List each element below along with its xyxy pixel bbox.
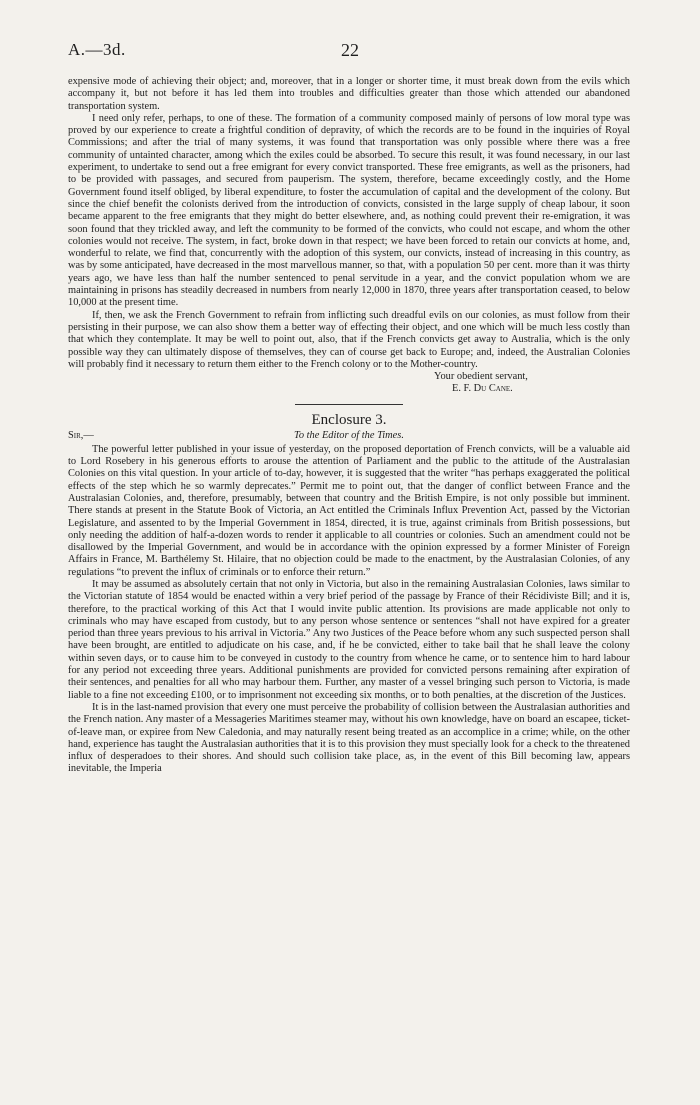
paragraph: If, then, we ask the French Government to refrain from inflicting such dreadful evils on our colonies, as must follow from their persisting in their purpose, we can also show them a better way of effecting their object, and one which will be much less costly than that which they contemplate. It may be well to point out, also, that if the French convicts get away to Australia, which is the only possible way they can ultimately dispose of themselves, they can of course get back to Europe; and, indeed, the Australian Colonies will probably find it necessary to return them either to the French colony or to the Mother-country. xyxy=(68,309,630,370)
page-header xyxy=(68,40,632,62)
page-number: 22 xyxy=(341,40,359,60)
paragraph: It is in the last-named provision that every one must perceive the probability of collision between the Australasian authorities and the French nation. Any master of a Messageries Maritimes steamer may, without his own knowledge, have on board an escapee, ticket-of-leave man, or expiree from New Caledonia, and may naturally resent being treated as an accomplice in a crime; while, on the other hand, experience has taught the Australasian authorities that it is to this provision they must specially look for a check to the threatened influx of desperadoes to their shores. And should such collision take place, as, in the event of this Bill becoming law, appears inevitable, the Imperia xyxy=(68,701,630,775)
addressee: To the Editor of the Times. xyxy=(294,429,404,441)
letter-continuation xyxy=(68,76,630,776)
signoff: Your obedient servant, xyxy=(434,371,528,383)
section-divider xyxy=(295,404,403,405)
paragraph: expensive mode of achieving their object; and, moreover, that in a longer or shorter time, it must break down from the evils which accompany it, but not before it has led them into troubles and difficulties greater than those which attended our abandoned transportation system. xyxy=(68,76,630,112)
signature: E. F. Du Cane. xyxy=(452,383,513,395)
enclosure-title: Enclosure 3. xyxy=(311,411,387,428)
salutation: Sir,— xyxy=(68,429,94,441)
paragraph: I need only refer, perhaps, to one of these. The formation of a community composed mainly of persons of low moral type was proved by our experience to create a frightful condition of depravity, of which the records are to be found in the inquiries of Royal Commissions; and after the trial of many systems, it was found that transportation was only possible where there was a free community of untainted character, among which the exiles could be absorbed. To secure this result, it was found necessary, in our last experiment, to undertake to send out a free emigrant for every convict transported. These free emigrants, as well as the prisoners, had to be provided with passages, and secured from pauperism. The system, therefore, became exceedingly costly, and the Home Government found itself obliged, by liberal expenditure, to foster the accumulation of capital and the development of the colony. But since the chief benefit the colonists derived from the introduction of convicts, consisted in the large supply of cheap labour, it soon became apparent to the free emigrants that they might do better elsewhere, and, as nothing could prevent their re-emigration, it was soon found that they trickled away, and left the community to be formed of the convicts, who could not escape, and whom the other colonies would not receive. The system, in fact, broke down in that respect; we have been forced to retain our convicts at home, and, wonderful to relate, we find that, concurrently with the adoption of this system, our convicts, instead of increasing in this country, as was by some anticipated, have decreased in the most marvellous manner, so that, with a population 50 per cent. more than it was thirty years ago, we have less than half the number sentenced to penal servitude in a year, and the convict population whom we are maintaining in prisons has steadily decreased in numbers from nearly 12,000 in 1870, three years after transportation ceased, to below 10,000 at the present time. xyxy=(68,112,630,309)
paragraph: It may be assumed as absolutely certain that not only in Victoria, but also in the remaining Australasian Colonies, laws similar to the Victorian statute of 1854 would be enacted within a very brief period of the passage by France of their Récidiviste Bill; and it is, therefore, to the practical working of this Act that I would invite public attention. Its provisions are made applicable not only to criminals who may have escaped from custody, but to any person whose sentence or sentences “shall not have expired for a greater period than three years previous to his arrival in Victoria.” Any two Justices of the Peace before whom any such suspected person shall have been brought, are entitled to adjudicate on his case, and, if he be convicted, either to take bail that he shall leave the colony within seven days, or to cause him to be conveyed in custody to the country from whence he came, or to sentence him to hard labour for any period not exceeding three years. Additional punishments are provided for convicted persons remaining after expiration of their sentences, and penalties for all who may harbour them. Further, any master of a vessel bringing such person to Victoria, is made liable to a fine not exceeding £100, or to imprisonment not exceeding six months, or to both penalties, at the discretion of the Justices. xyxy=(68,578,630,701)
document-reference: A.—3d. xyxy=(68,40,126,59)
paragraph: The powerful letter published in your issue of yesterday, on the proposed deportation of French convicts, will be a valuable aid to Lord Rosebery in his generous efforts to arouse the attention of Parliament and the public to the attitude of the Australasian Colonies on this vital question. In your article of to-day, however, it is suggested that the writer “has perhaps exaggerated the political effects of the step which he so warmly deprecates.” Permit me to point out, that the danger of conflict between France and the Australasian Colonies, and, therefore, presumably, between that country and the British Empire, is not only possible but imminent. There stands at present in the Statute Book of Victoria, an Act entitled the Criminals Influx Prevention Act, passed by the Victorian Legislature, and assented to by the Imperial Government in 1854, directed, it is true, against criminals from British possessions, but only needing the addition of half-a-dozen words to render it applicable to all countries or colonies. Such an amendment could not be disallowed by the Imperial Government, and would be in accordance with the opinion expressed by a former Minister of Foreign Affairs in France, M. Barthélemy St. Hilaire, that no objection could be made to the enactment, by the Australasian Colonies, of any regulations “to prevent the influx of criminals or to enforce their return.” xyxy=(68,443,630,578)
salutation-row xyxy=(68,429,630,444)
